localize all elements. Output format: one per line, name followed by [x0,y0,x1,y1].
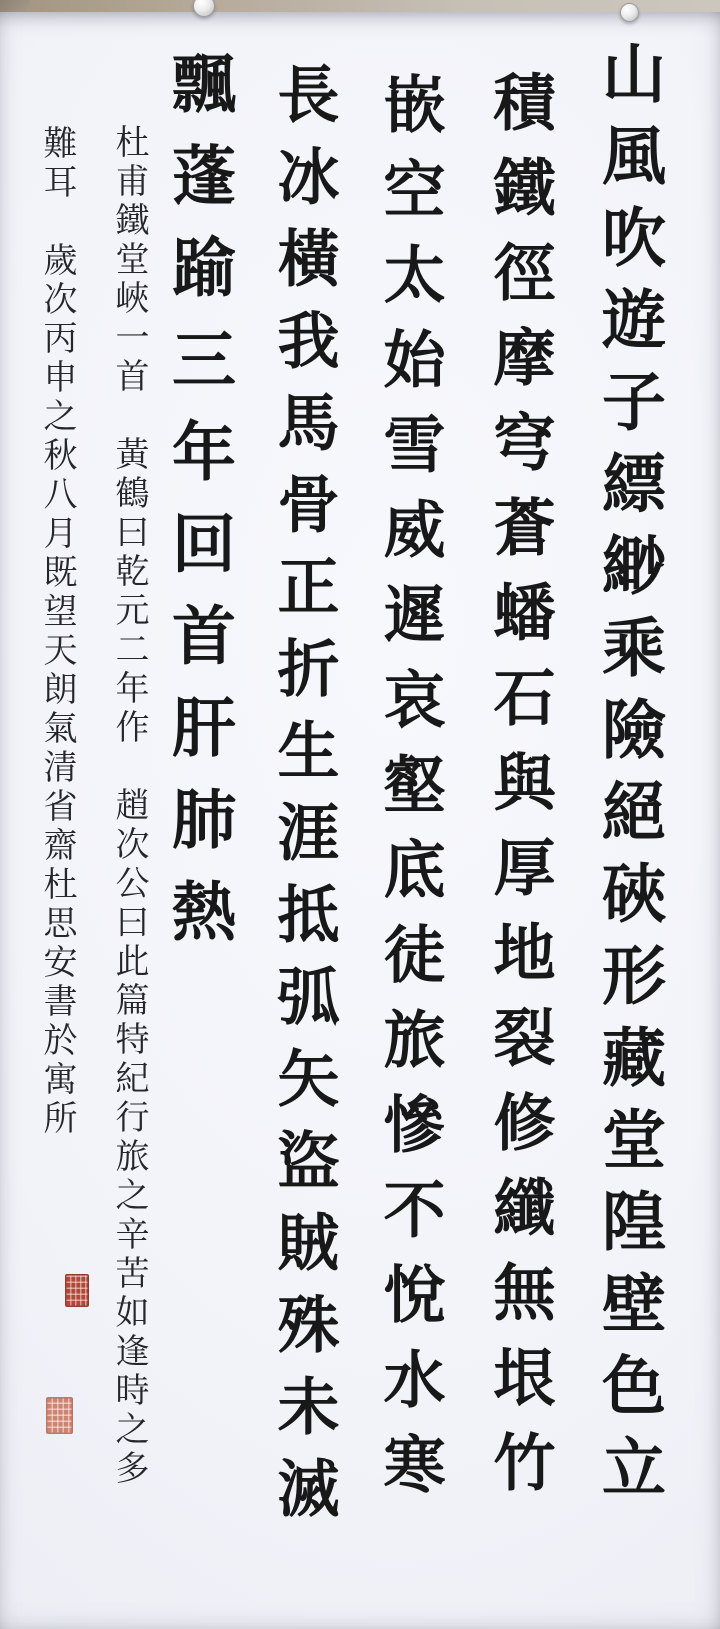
poem-column-2: 積鐵徑摩穹蒼蟠石與厚地裂修纖無垠竹 [483,70,556,1515]
colophon-column-2: 難耳 歲次丙申之秋八月既望天朗氣清省齋杜思安書於寓所 [37,125,77,1139]
pushpin-icon-right [620,3,639,22]
colophon-column-1: 杜甫鐵堂峽一首 黃鶴曰乾元二年作 趙次公曰此篇特紀行旅之辛苦如逢時之多 [109,124,149,1489]
poem-column-4: 長冰橫我馬骨正折生涯抵弧矢盜賊殊未滅 [267,62,340,1538]
artist-seal-lower [46,1397,73,1434]
calligraphy-paper [0,12,720,1629]
artist-seal-upper [65,1274,89,1307]
poem-column-5: 飄蓬踰三年回首肝肺熱 [161,50,236,970]
poem-column-3: 嵌空太始雪威遲哀壑底徒旅慘不悅水寒 [373,72,446,1517]
poem-column-1: 山風吹遊子縹緲乘險絕硤形藏堂隍壁色立 [591,40,666,1516]
